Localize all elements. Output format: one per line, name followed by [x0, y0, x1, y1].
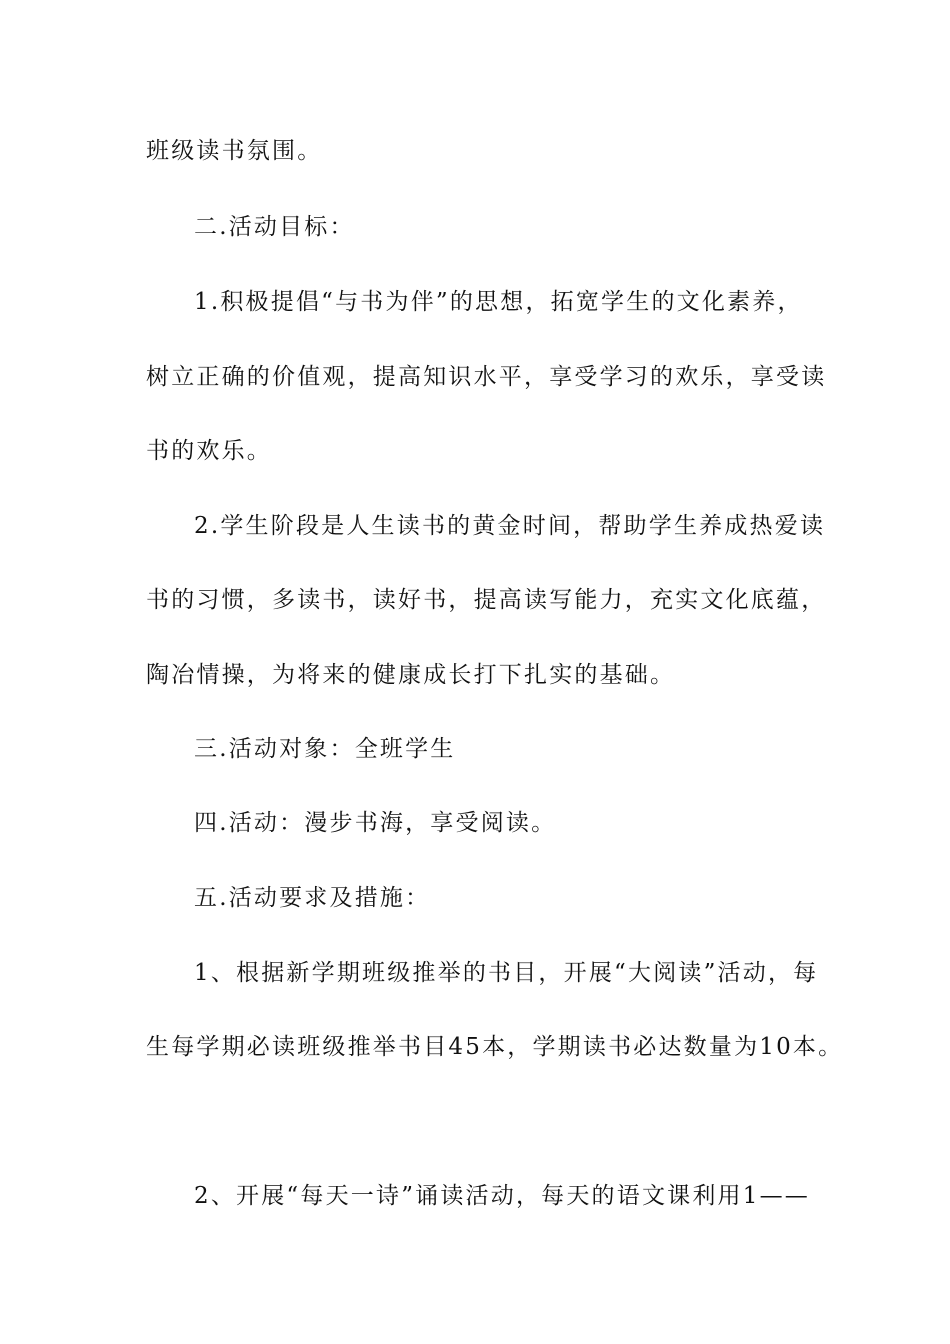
paragraph-line: 班级读书氛围。 [146, 138, 323, 164]
paragraph-line: 2、开展“每天一诗”诵读活动，每天的语文课利用1—— [194, 1183, 810, 1209]
section-heading-activity: 四.活动：漫步书海，享受阅读。 [194, 810, 557, 836]
paragraph-line: 陶冶情操，为将来的健康成长打下扎实的基础。 [146, 662, 676, 688]
paragraph-line: 生每学期必读班级推举书目45本，学期读书必达数量为10本。 [146, 1034, 844, 1060]
section-heading-target: 三.活动对象：全班学生 [194, 736, 456, 762]
paragraph-line: 1.积极提倡“与书为伴”的思想，拓宽学生的文化素养， [194, 289, 803, 315]
paragraph-line: 树立正确的价值观，提高知识水平，享受学习的欢乐，享受读 [146, 364, 827, 390]
paragraph-line: 1、根据新学期班级推举的书目，开展“大阅读”活动，每 [194, 960, 819, 986]
paragraph-line: 2.学生阶段是人生读书的黄金时间，帮助学生养成热爱读 [194, 513, 826, 539]
section-heading-requirements: 五.活动要求及措施： [194, 885, 431, 911]
paragraph-line: 书的欢乐。 [146, 438, 272, 464]
paragraph-line: 书的习惯，多读书，读好书，提高读写能力，充实文化底蕴， [146, 587, 827, 613]
section-heading-goals: 二.活动目标： [194, 214, 355, 240]
